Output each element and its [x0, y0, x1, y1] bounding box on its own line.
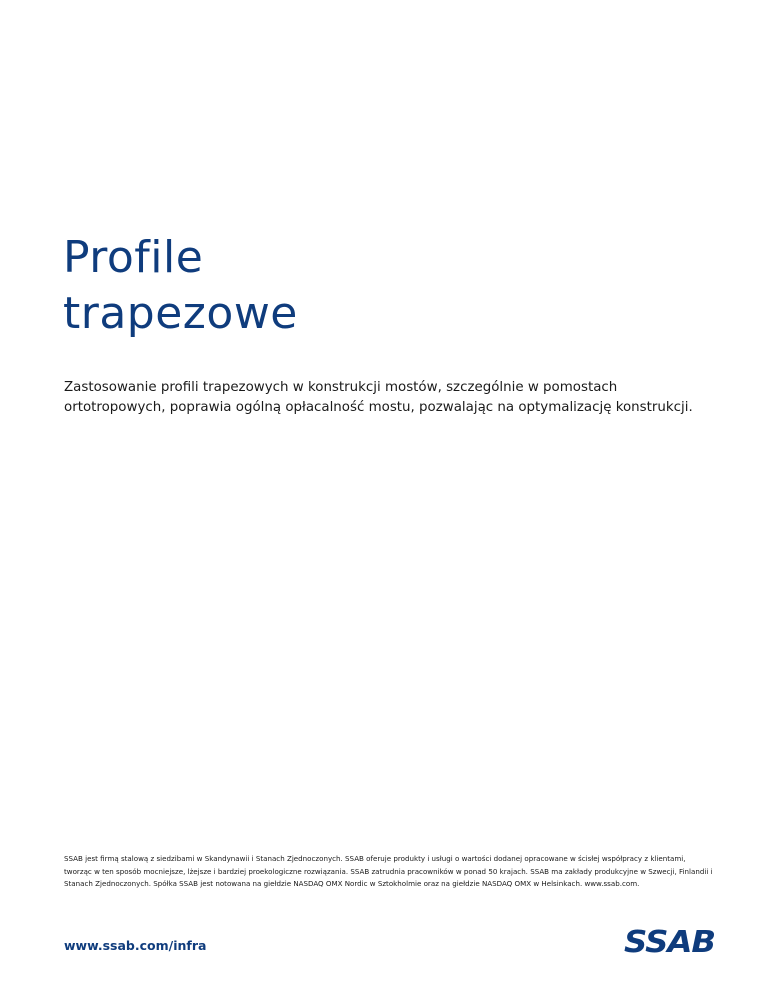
- ssab-logo-text: SSAB: [624, 926, 715, 956]
- title-line-2: trapezowe: [63, 288, 298, 339]
- ssab-logo: [623, 926, 717, 956]
- document-title: [63, 230, 298, 342]
- website-url: www.ssab.com/infra: [64, 938, 207, 953]
- lead-paragraph: Zastosowanie profili trapezowych w konstrukcji mostów, szczególnie w pomostach ortotropowych, poprawia ogólną opłacalność mostu, pozwalając na optymalizację konstrukcji.: [64, 380, 693, 415]
- company-info: SSAB jest firmą stalową z siedzibami w Skandynawii i Stanach Zjednoczonych. SSAB oferuje produkty i usługi o wartości dodanej opracowane w ścisłej współpracy z klientami, tworząc w ten sposób mocniejsze, lżejsze i bardziej proekologiczne rozwiązania. SSAB zatrudnia pracowników w ponad 50 krajach. SSAB ma zakłady produkcyjne w Szwecji, Finlandii i Stanach Zjednoczonych. Spółka SSAB jest notowana na giełdzie NASDAQ OMX Nordic w Sztokholmie oraz na giełdzie NASDAQ OMX w Helsinkach. www.ssab.com.: [64, 854, 713, 888]
- title-line-1: Profile: [63, 232, 204, 283]
